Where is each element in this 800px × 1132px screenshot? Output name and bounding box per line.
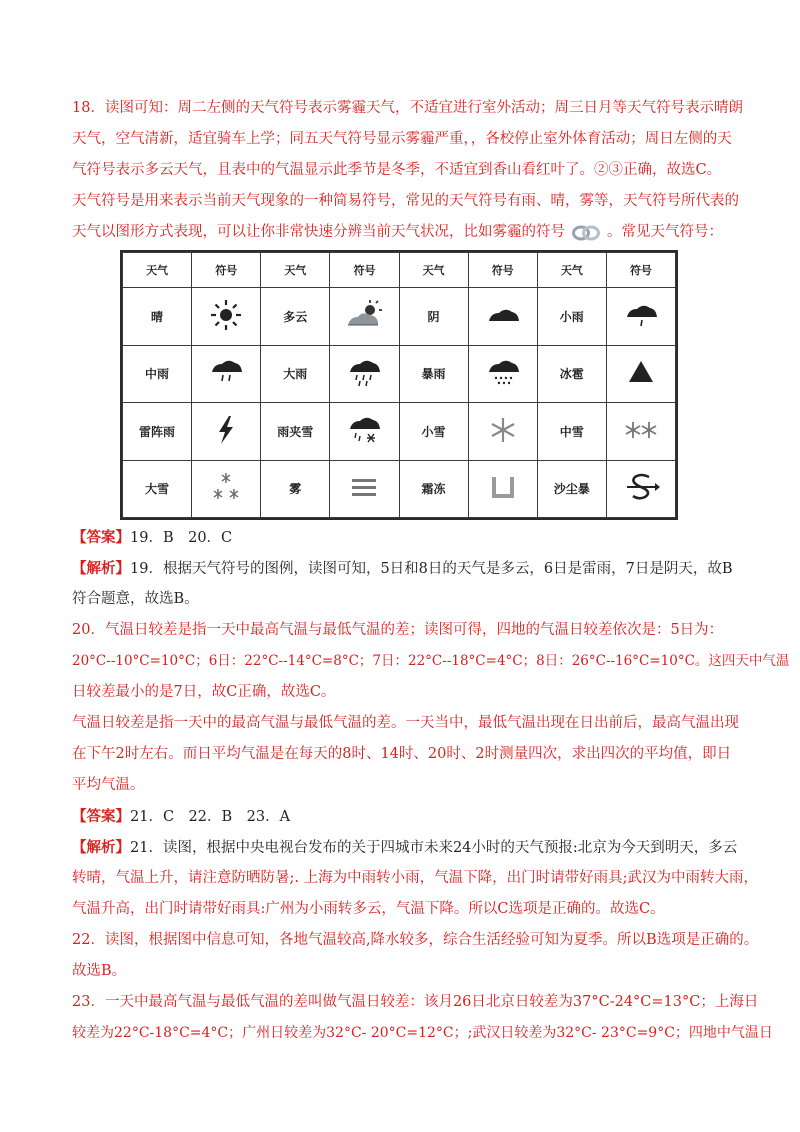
intro-line-1: 天气符号是用来表示当前天气现象的一种简易符号，常见的天气符号有雨、晴，雾等，天气符号所代表的: [72, 193, 739, 209]
header-weather: 天气: [399, 253, 468, 288]
weather-name: 霜冻: [399, 460, 468, 518]
weather-name: 沙尘暴: [537, 460, 606, 518]
header-symbol: 符号: [606, 253, 675, 288]
answer-1: [72, 522, 732, 554]
weather-name: 小雪: [399, 403, 468, 461]
header-symbol: 符号: [330, 253, 399, 288]
q23-line-1: 23．一天中最高气温与最低气温的差叫做气温日较差：该月26日北京日较差为37°C-24°C=13°C；上海日: [72, 994, 759, 1010]
weather-name: 小雨: [537, 288, 606, 346]
header-symbol: 符号: [192, 253, 261, 288]
heavy-snow-icon: [204, 467, 248, 507]
fog-icon: [342, 467, 386, 507]
q22-line-2: 故选B。: [72, 963, 127, 979]
weather-name: 大雪: [123, 460, 192, 518]
header-weather: 天气: [123, 253, 192, 288]
analysis-1-line-1: [72, 553, 732, 585]
analysis-1-text: 19．根据天气符号的图例，读图可知，5日和8日的天气是多云，6日是雷雨，7日是阴天，故B: [130, 561, 733, 577]
light-snow-icon: [481, 410, 525, 450]
answer-2: [72, 801, 732, 833]
moderate-snow-icon: [619, 410, 663, 450]
hail-icon: [619, 352, 663, 392]
weather-name: 晴: [123, 288, 192, 346]
thunderstorm-icon: [204, 410, 248, 450]
q18-line-1: 18．读图可知：周二左侧的天气符号表示雾霾天气，不适宜进行室外活动；周三日月等天气符号表示晴朗: [72, 100, 743, 116]
weather-symbol-table: [120, 250, 678, 520]
diff-line-3: 平均气温。: [72, 777, 145, 793]
overcast-icon: [481, 295, 525, 335]
weather-name: 雨夹雪: [261, 403, 330, 461]
weather-name: 雾: [261, 460, 330, 518]
analysis-2-line-1: [72, 832, 738, 864]
q22-line-1: 22．读图，根据图中信息可知，各地气温较高,降水较多，综合生活经验可知为夏季。所以B选项是正确的。: [72, 932, 759, 948]
weather-name: 大雨: [261, 345, 330, 403]
sandstorm-icon: [619, 467, 663, 507]
table-row: [123, 460, 676, 518]
answer-2-text: 21．C 22．B 23．A: [130, 809, 291, 825]
answer-2-label: 【答案】: [72, 808, 130, 825]
cloudy-icon: [342, 295, 386, 335]
rainstorm-icon: [481, 352, 525, 392]
q20-line-2: 20°C--10°C=10°C；6日：22°C--14°C=8°C；7日：22°C--18°C=4°C；8日：26°C--16°C=10°C。这四天中气温: [72, 653, 790, 669]
q23-line-2: 较差为22°C-18°C=4°C；广州日较差为32°C- 20°C=12°C；;武汉日较差为32°C- 23°C=9°C；四地中气温日: [72, 1025, 773, 1041]
weather-name: 中雪: [537, 403, 606, 461]
q18-line-3: 气符号表示多云天气，且表中的气温显示此季节是冬季，不适宜到香山看红叶了。②③正确，故选C。: [72, 162, 722, 178]
table-row: [123, 288, 676, 346]
sleet-icon: [342, 410, 386, 450]
table-row: [123, 403, 676, 461]
header-symbol: 符号: [468, 253, 537, 288]
intro-line-2-text: 天气以图形方式表现，可以让你非常快速分辨当前天气状况，比如雾霾的符号: [72, 224, 565, 240]
weather-name: 多云: [261, 288, 330, 346]
answer-1-label: 【答案】: [72, 529, 130, 546]
smog-icon: [571, 223, 601, 241]
analysis-2-line-3: 气温升高，出门时请带好雨具:广州为小雨转多云，气温下降。所以C选项是正确的。故选C。: [72, 901, 665, 917]
analysis-2-text: 21．读图，根据中央电视台发布的关于四城市未来24小时的天气预报:北京为今天到明天，多云: [130, 840, 738, 856]
header-weather: 天气: [261, 253, 330, 288]
light-rain-icon: [619, 295, 663, 335]
sunny-icon: [204, 295, 248, 335]
q18-line-2: 天气，空气清新，适宜骑车上学；同五天气符号显示雾霾严重，，各校停止室外体育活动；周日左侧的天: [72, 131, 732, 147]
q20-line-1: 20．气温日较差是指一天中最高气温与最低气温的差；读图可得，四地的气温日较差依次是：5日为：: [72, 622, 724, 638]
table-row: [123, 345, 676, 403]
weather-name: 阴: [399, 288, 468, 346]
weather-name: 暴雨: [399, 345, 468, 403]
intro-line-2-tail: 。常见天气符号：: [607, 224, 723, 240]
heavy-rain-icon: [342, 352, 386, 392]
weather-name: 冰雹: [537, 345, 606, 403]
weather-name: 雷阵雨: [123, 403, 192, 461]
diff-line-2: 在下午2时左右。而日平均气温是在每天的8时、14时、20时、2时测量四次，求出四次的平均值，即日: [72, 746, 732, 762]
analysis-1-label: 【解析】: [72, 560, 130, 577]
intro-line-2: [72, 217, 732, 248]
moderate-rain-icon: [204, 352, 248, 392]
frost-icon: [481, 467, 525, 507]
header-weather: 天气: [537, 253, 606, 288]
analysis-2-line-2: 转晴，气温上升，请注意防晒防暑;. 上海为中雨转小雨，气温下降，出门时请带好雨具;武汉为中雨转大雨，: [72, 870, 758, 886]
diff-line-1: 气温日较差是指一天中的最高气温与最低气温的差。一天当中，最低气温出现在日出前后，最高气温出现: [72, 715, 739, 731]
answer-1-text: 19．B 20．C: [130, 530, 233, 546]
analysis-1-line-2: 符合题意，故选B。: [72, 591, 199, 607]
analysis-2-label: 【解析】: [72, 839, 130, 856]
table-header-row: [123, 253, 676, 288]
q20-line-3: 日较差最小的是7日，故C正确，故选C。: [72, 684, 336, 700]
weather-name: 中雨: [123, 345, 192, 403]
